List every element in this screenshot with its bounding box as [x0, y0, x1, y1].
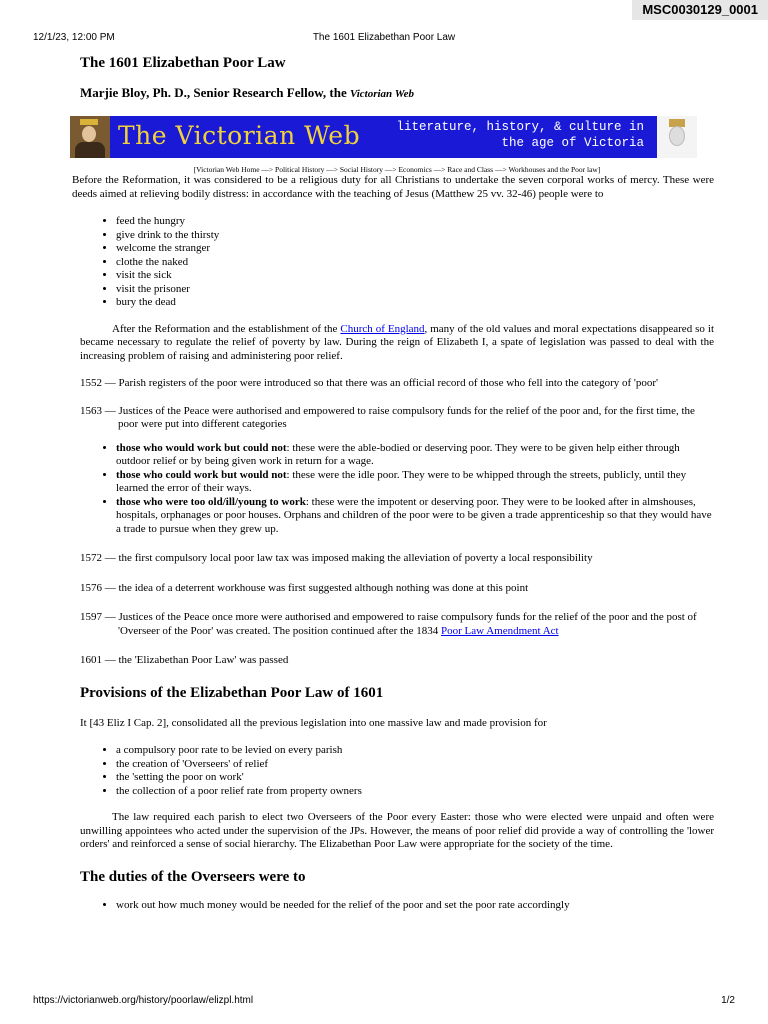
tagline-line-1: literature, history, & culture in [396, 120, 644, 134]
list-item: • the collection of a poor relief rate from property owners [116, 785, 714, 799]
print-footer [33, 995, 735, 1009]
print-datetime: 12/1/23, 12:00 PM [33, 32, 115, 43]
entry-1572: 1572 — the first compulsory local poor law tax was imposed making the alleviation of poverty a local responsibility [80, 552, 593, 564]
poor-category-description: : these were the able-bodied or deserving poor. They were to be given help either through outdoor relief or by being given work in return for a wage. [116, 441, 680, 467]
queen-statue-icon [657, 116, 697, 158]
poor-category-label: those who could work but would not [116, 468, 287, 481]
entry-1563: 1563 — Justices of the Peace were authorised and empowered to raise compulsory funds for the relief of the poor and, for the first time, the poor were put into different categories [80, 404, 695, 430]
duties-list [80, 899, 714, 913]
works-of-mercy-list [80, 215, 714, 310]
poor-category-item [116, 442, 714, 469]
poor-category-item [116, 496, 714, 537]
list-item: • bury the dead [116, 296, 714, 310]
list-item: • a compulsory poor rate to be levied on every parish [116, 744, 714, 758]
after-reformation-paragraph: After the Reformation and the establishment of the Church of England, many of the old values and moral expectations disappeared so it became necessary to regulate the relief of poverty by law. During the reign of Elizabeth I, a spate of legislation was passed to deal with the increasing problem of raising and administering poor relief. [80, 322, 715, 362]
poor-category-description: : these were the idle poor. They were to be whipped through the streets, publicly, until they learned the error of their ways. [116, 468, 687, 494]
byline-site: Victorian Web [349, 88, 415, 100]
entry-1601: 1601 — the 'Elizabethan Poor Law' was passed [80, 654, 289, 666]
entry-1576: 1576 — the idea of a deterrent workhouse was first suggested although nothing was done at this point [80, 581, 529, 594]
tagline-line-2: the age of Victoria [501, 136, 644, 150]
entry-1552: 1552 — Parish registers of the poor were introduced so that there was an official record of those who fell into the category of 'poor' [80, 377, 659, 389]
banner-tagline [396, 119, 644, 151]
church-of-england-link[interactable]: Church of England [340, 322, 425, 335]
list-item: • visit the sick [116, 269, 714, 283]
list-item: • visit the prisoner [116, 283, 714, 297]
poor-category-item [116, 469, 714, 496]
list-item: • the creation of 'Overseers' of relief [116, 758, 714, 772]
queen-victoria-portrait-icon [70, 116, 110, 158]
poor-categories-list [80, 442, 714, 537]
list-item: • work out how much money would be needed for the relief of the poor and set the poor rate accordingly [116, 899, 714, 913]
overseers-paragraph: The law required each parish to elect two Overseers of the Poor every Easter: those who were elected were unpaid and often were unwilling appointees who acted under the supervision of the JPs. However, the means of poor relief did provide a way of controlling the 'lower orders' and reinforced a sense of social hierarchy. The Elizabethan Poor Law were appropriate for the society of the time. [80, 811, 714, 850]
provisions-intro: It [43 Eliz I Cap. 2], consolidated all the previous legislation into one massive law and made provision for [80, 716, 547, 729]
poor-category-description: : these were the impotent or deserving poor. They were to be looked after in almshouses, hospitals, orphanages or poor houses. Orphans and children of the poor were to be given a trade apprenticeship so that they would have a trade to pursue when they grew up. [116, 495, 712, 535]
intro-paragraph: Before the Reformation, it was considered to be a religious duty for all Christians to undertake the seven corporal works of mercy. These were deeds aimed at relieving bodily distress: in accordance with the teaching of Jesus (Matthew 25 vv. 32-46) people were to [72, 174, 714, 200]
document-id: MSC0030129_0001 [632, 0, 768, 20]
page-title: The 1601 Elizabethan Poor Law [80, 55, 286, 71]
entry-1597: 1597 — Justices of the Peace once more were authorised and empowered to raise compulsory funds for the relief of the poor and the post of 'Overseer of the Poor' was created. The position continued after the 1834 Poor Law Amendment Act [80, 611, 697, 637]
breadcrumb[interactable]: [Victorian Web Home —> Political History —> Social History —> Economics —> Race and Class —> Workhouses and the Poor law] [193, 165, 601, 174]
provisions-list [80, 744, 714, 798]
list-item: • clothe the naked [116, 256, 714, 270]
poor-law-amendment-act-link[interactable]: Poor Law Amendment Act [440, 624, 559, 637]
print-header [33, 32, 735, 46]
byline [80, 85, 714, 101]
page-number: 1/2 [721, 995, 735, 1006]
byline-text: Marjie Bloy, Ph. D., Senior Research Fellow, the [80, 85, 347, 100]
banner-title: The Victorian Web [118, 121, 361, 150]
provisions-heading: Provisions of the Elizabethan Poor Law of 1601 [80, 684, 384, 701]
poor-category-label: those who would work but could not [116, 441, 287, 454]
list-item: • give drink to the thirsty [116, 229, 714, 243]
poor-category-label: those who were too old/ill/young to work [116, 495, 306, 508]
list-item: • the 'setting the poor on work' [116, 771, 714, 785]
victorian-web-banner[interactable] [70, 116, 697, 158]
list-item: • welcome the stranger [116, 242, 714, 256]
duties-heading: The duties of the Overseers were to [80, 868, 306, 885]
print-title: The 1601 Elizabethan Poor Law [312, 32, 456, 43]
print-url: https://victorianweb.org/history/poorlaw/elizpl.html [33, 995, 254, 1006]
list-item: • feed the hungry [116, 215, 714, 229]
article [72, 52, 715, 912]
